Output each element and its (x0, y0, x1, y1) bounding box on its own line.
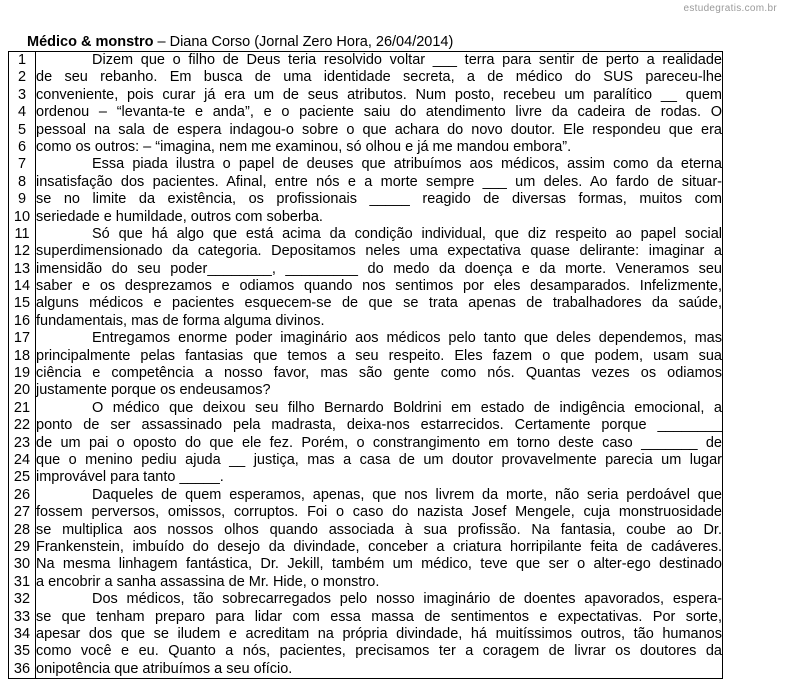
line-number: 32 (13, 591, 31, 608)
text-line: O médico que deixou seu filho Bernardo Boldrini em estado de indigência emocional, a (92, 399, 722, 416)
title-rest: – Diana Corso (Jornal Zero Hora, 26/04/2014) (153, 34, 454, 50)
line-number: 14 (13, 278, 31, 295)
line-number: 29 (13, 538, 31, 555)
line-number: 11 (14, 225, 30, 242)
text-line: saber e os desprezamos e odiamos quando nos sentimos por eles desamparados. Infelizmente, (36, 278, 722, 295)
text-line: insatisfação dos pacientes. Afinal, entre nós e a morte sempre ___ um deles. Ao fardo de situar- (36, 173, 722, 190)
text-line: principalmente pelas fantasias que temos a seu respeito. Eles fazem o que podem, usam sua (36, 347, 722, 364)
line-number: 12 (13, 243, 31, 260)
text-line: imensidão do seu poder________, _________ do medo da doença e da morte. Veneramos seu (36, 260, 722, 277)
line-number: 3 (17, 86, 27, 103)
line-number: 2 (17, 69, 27, 86)
text-line: onipotência que atribuímos a seu ofício. (36, 660, 293, 677)
text-line: improvável para tanto _____. (36, 469, 224, 486)
text-line: ciência e competência a nosso favor, mas são gente como nós. Quantas vezes os odiamos (36, 365, 722, 382)
line-number: 16 (13, 312, 31, 329)
text-line: ponto de ser assassinado pela madrasta, deixa-nos estarrecidos. Certamente porque ________ (36, 417, 722, 434)
line-number: 33 (13, 608, 31, 625)
line-number: 20 (13, 382, 31, 399)
text-table (8, 51, 723, 679)
text-line: fossem perversos, omissos, corruptos. Foi o caso do nazista Josef Mengele, cuja monstruosidade (36, 504, 722, 521)
line-number: 31 (13, 573, 31, 590)
text-line: alguns médicos e pacientes esquecem-se de que se trata apenas de trabalhadores da saúde, (36, 295, 722, 312)
text-line: justamente porque os endeusamos? (36, 382, 271, 399)
line-number: 9 (17, 191, 27, 208)
line-number: 34 (13, 625, 31, 642)
line-number: 15 (13, 295, 31, 312)
text-line: a encobrir a sanha assassina de Mr. Hide, o monstro. (36, 573, 380, 590)
line-number: 21 (13, 399, 31, 416)
line-number: 13 (13, 260, 31, 277)
text-line: Só que há algo que está acima da condição individual, que diz respeito ao papel social (92, 225, 722, 242)
line-numbers-column (9, 52, 36, 679)
text-line: como você e eu. Quanto a nós, pacientes, precisamos ter a coragem de livrar os doutores da (36, 643, 722, 660)
text-line: se multiplica aos nossos olhos quando associada à sua profissão. Na fantasia, coube ao Dr. (36, 521, 722, 538)
line-number: 24 (13, 451, 31, 468)
line-number: 35 (13, 643, 31, 660)
text-line: ordenou – “levanta-te e anda”, e o paciente saiu do atendimento livre da cadeira de rodas. O (36, 104, 722, 121)
line-number: 17 (13, 330, 31, 347)
text-column (36, 52, 723, 679)
line-number: 10 (13, 208, 31, 225)
line-number: 27 (13, 504, 31, 521)
line-number: 22 (13, 417, 31, 434)
title-bold: Médico & monstro (27, 34, 154, 50)
text-line: seriedade e humildade, outros com soberba. (36, 208, 323, 225)
line-number: 25 (13, 469, 31, 486)
text-line: como os outros: – “imagina, nem me examinou, só olhou e já me mandou embora”. (36, 138, 572, 155)
line-number: 5 (17, 121, 27, 138)
line-number: 26 (13, 486, 31, 503)
line-number: 30 (13, 556, 31, 573)
text-line: Frankenstein, imbuído do desejo da divindade, conceber a criatura horripilante feita de cadáveres. (36, 538, 722, 555)
text-line: Na mesma linhagem fantástica, Dr. Jekill, também um médico, teve que ser o alter-ego destinado (36, 556, 722, 573)
text-line: Essa piada ilustra o papel de deuses que atribuímos aos médicos, assim como da eterna (92, 156, 722, 173)
text-line: de um pai o oposto do que ele fez. Porém, o constrangimento em torno deste caso _______ de (36, 434, 722, 451)
text-line: de seu rebanho. Em busca de uma identidade secreta, a de médico do SUS pareceu-lhe (36, 69, 722, 86)
site-watermark: estudegratis.com.br (683, 3, 777, 14)
text-line: apesar dos que se iludem e acreditam na própria divindade, há muitíssimos outros, tão humanos (36, 625, 722, 642)
text-line: se no limite da existência, os profissionais _____ reagido de diversas formas, muitos com (36, 191, 722, 208)
text-line: que o menino pediu ajuda __ justiça, mas a casa de um doutor provavelmente parecia um lugar (36, 451, 722, 468)
text-line: conveniente, pois curar já era um de seus atributos. Num posto, recebeu um paralítico __ quem (36, 86, 722, 103)
text-line: Daqueles de quem esperamos, apenas, que nos livrem da morte, não seria perdoável que (92, 486, 722, 503)
text-line: Dizem que o filho de Deus teria resolvido voltar ___ terra para sentir de perto a realidade (92, 52, 722, 68)
line-number: 28 (13, 521, 31, 538)
line-number: 19 (13, 365, 31, 382)
text-line: superdimensionado da categoria. Depositamos neles uma expectativa quase delirante: imaginar a (36, 243, 722, 260)
line-number: 6 (17, 138, 27, 155)
line-number: 8 (17, 173, 27, 190)
line-number: 36 (13, 660, 31, 677)
text-line: pessoal na sala de espera indagou-o sobre o que achara do novo doutor. Ele respondeu que era (36, 121, 722, 138)
text-line: se que tenham preparo para lidar com essa massa de sentimentos e expectativas. Por sorte, (36, 608, 722, 625)
document-title (27, 34, 453, 50)
line-number: 23 (13, 434, 31, 451)
line-number: 1 (17, 52, 27, 68)
text-line: Entregamos enorme poder imaginário aos médicos pelo tanto que deles dependemos, mas (92, 330, 722, 347)
line-number: 4 (17, 104, 27, 121)
line-number: 18 (13, 347, 31, 364)
text-line: Dos médicos, tão sobrecarregados pelo nosso imaginário de doentes apavorados, espera- (92, 591, 722, 608)
line-number: 7 (17, 156, 27, 173)
text-line: fundamentais, mas de forma alguma divinos. (36, 312, 325, 329)
